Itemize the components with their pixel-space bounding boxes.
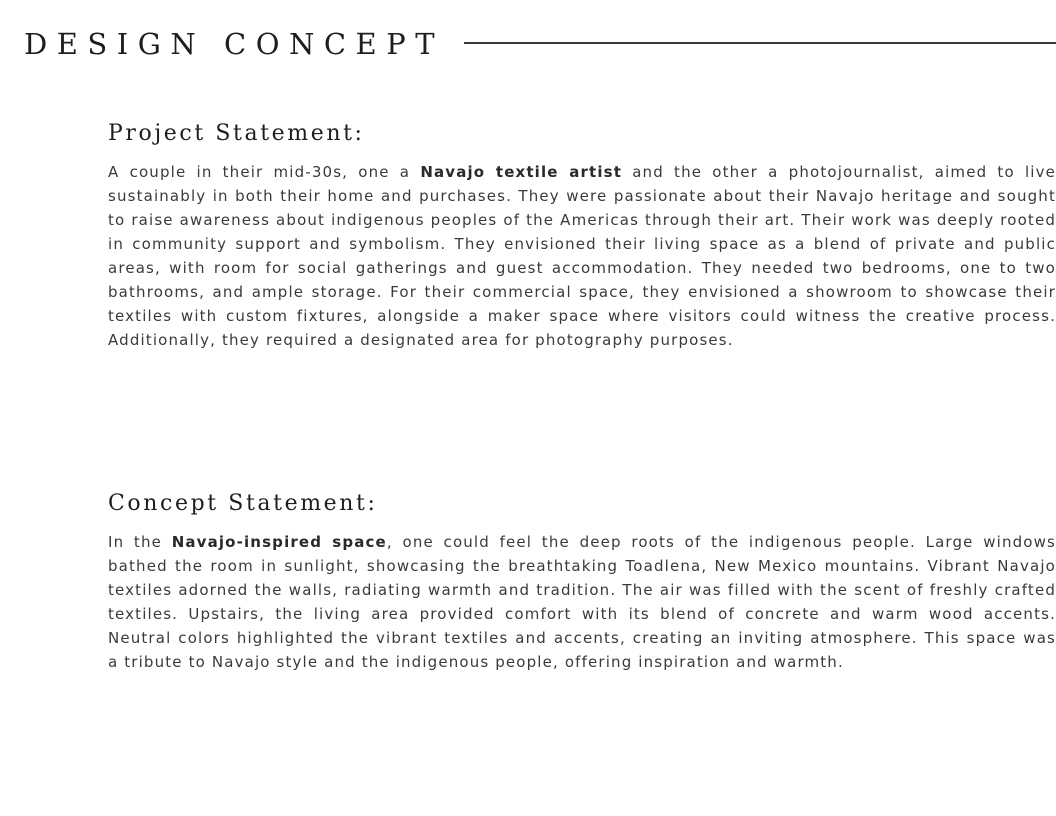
concept-statement-heading: Concept Statement: xyxy=(108,491,378,516)
page-header xyxy=(24,27,1056,61)
title-divider-line xyxy=(464,42,1056,44)
project-statement-heading: Project Statement: xyxy=(108,121,365,146)
project-statement-paragraph xyxy=(108,160,1056,352)
concept-statement-paragraph xyxy=(108,530,1056,674)
concept-statement-body: , one could feel the deep roots of the indigenous people. Large windows bathed the room in sunlight, showcasing the breathtaking Toadlena, New Mexico mountains. Vibrant Navajo textiles adorned the walls, radiating warmth and tradition. The air was filled with the scent of freshly crafted textiles. Upstairs, the living area provided comfort with its blend of concrete and warm wood accents. Neutral colors highlighted the vibrant textiles and accents, creating an inviting atmosphere. This space was a tribute to Navajo style and the indigenous people, offering inspiration and warmth. xyxy=(108,533,1056,671)
concept-statement-section xyxy=(108,488,1056,674)
project-statement-intro: A couple in their mid-30s, one a xyxy=(108,163,421,181)
concept-statement-highlight: Navajo-inspired space xyxy=(171,533,387,551)
concept-statement-intro: In the xyxy=(108,533,172,551)
project-statement-section xyxy=(108,118,1056,352)
page-title: DESIGN CONCEPT xyxy=(24,27,445,61)
project-statement-body: and the other a photojournalist, aimed to live sustainably in both their home and purchases. They were passionate about their Navajo heritage and sought to raise awareness about indigenous peoples of the Americas through their art. Their work was deeply rooted in community support and symbolism. They envisioned their living space as a blend of private and public areas, with room for social gatherings and guest accommodation. They needed two bedrooms, one to two bathrooms, and ample storage. For their commercial space, they envisioned a showroom to showcase their textiles with custom fixtures, alongside a maker space where visitors could witness the creative process. Additionally, they required a designated area for photography purposes. xyxy=(108,163,1056,349)
project-statement-highlight: Navajo textile artist xyxy=(420,163,623,181)
